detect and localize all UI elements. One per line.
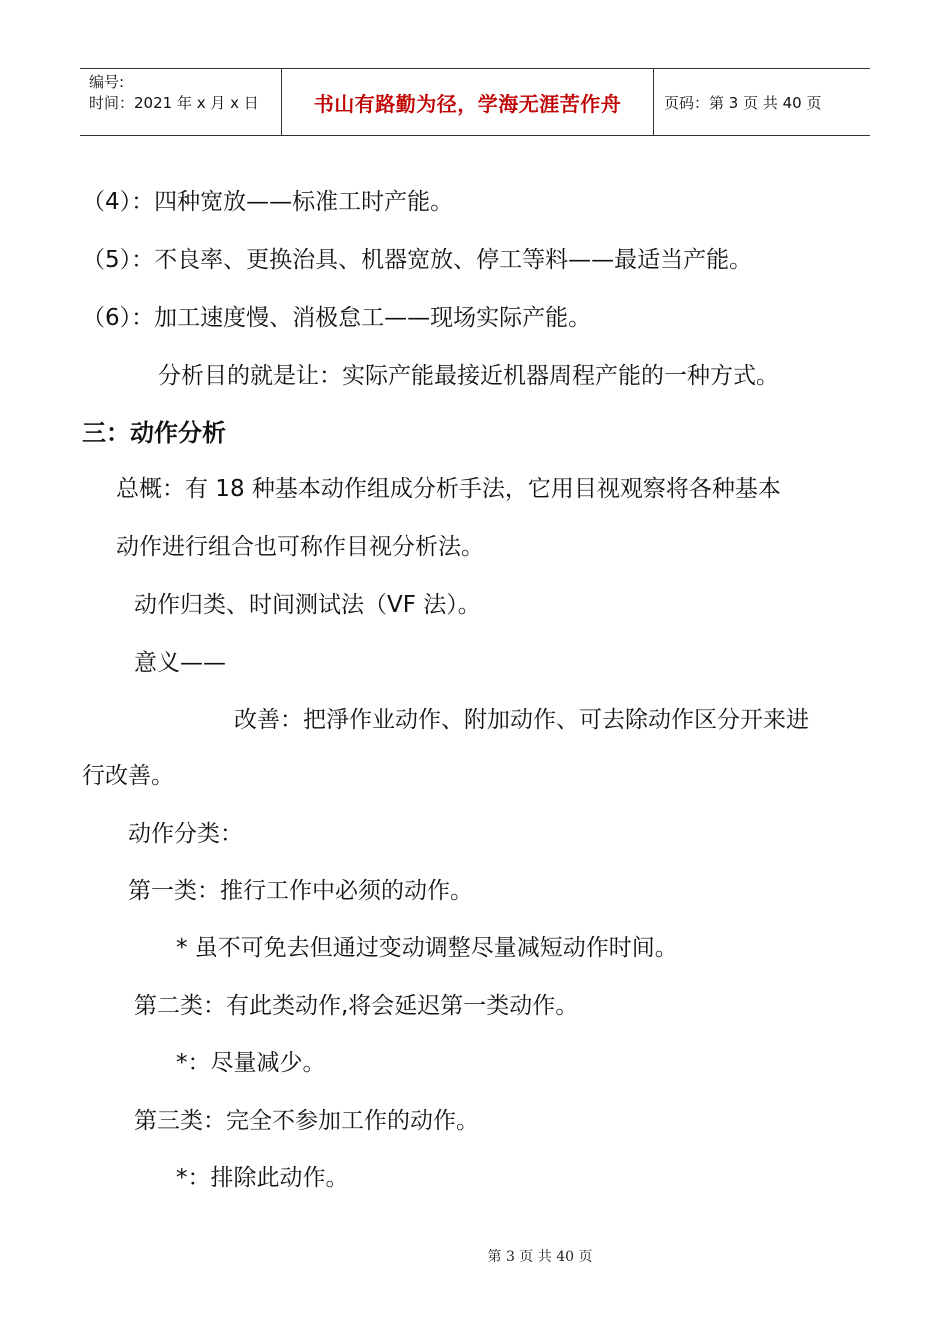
header-page-info: 页码：第 3 页 共 40 页 [664,93,822,112]
category-2-note: *：尽量减少。 [176,1050,326,1076]
category-1-note: * 虽不可免去但通过变动调整尽量减短动作时间。 [176,935,678,961]
category-1: 第一类：推行工作中必须的动作。 [128,878,473,904]
header-motto: 书山有路勤为径，学海无涯苦作舟 [282,69,654,135]
list-item-4: （4）：四种宽放——标准工时产能。 [82,189,454,215]
section-heading: 三：动作分析 [82,419,226,447]
category-title: 动作分类： [128,821,243,847]
overview-line-2: 动作进行组合也可称作目视分析法。 [116,534,484,560]
category-3: 第三类：完全不参加工作的动作。 [134,1108,479,1134]
category-2: 第二类：有此类动作,将会延迟第一类动作。 [134,993,579,1019]
overview-line-1: 总概：有 18 种基本动作组成分析手法，它用目视观察将各种基本 [116,476,781,502]
serial-number-label: 编号: [89,73,125,91]
list-item-5: （5）：不良率、更换治具、机器宽放、停工等料——最适当产能。 [82,247,753,273]
page-footer: 第 3 页 共 40 页 [487,1249,593,1265]
date-label: 时间：2021 年 x 月 x 日 [89,94,259,112]
page-header [80,68,870,136]
purpose-paragraph: 分析目的就是让：实际产能最接近机器周程产能的一种方式。 [158,363,779,389]
improvement-line-1: 改善：把淨作业动作、附加动作、可去除动作区分开来进 [234,707,809,733]
list-item-6: （6）：加工速度慢、消极怠工——现场实际产能。 [82,305,592,331]
header-meta-cell [80,69,282,135]
classification-line: 动作归类、时间测试法（VF 法）。 [134,592,481,618]
category-3-note: *：排除此动作。 [176,1165,349,1191]
improvement-line-2: 行改善。 [82,763,174,789]
meaning-line: 意义—— [134,650,226,676]
